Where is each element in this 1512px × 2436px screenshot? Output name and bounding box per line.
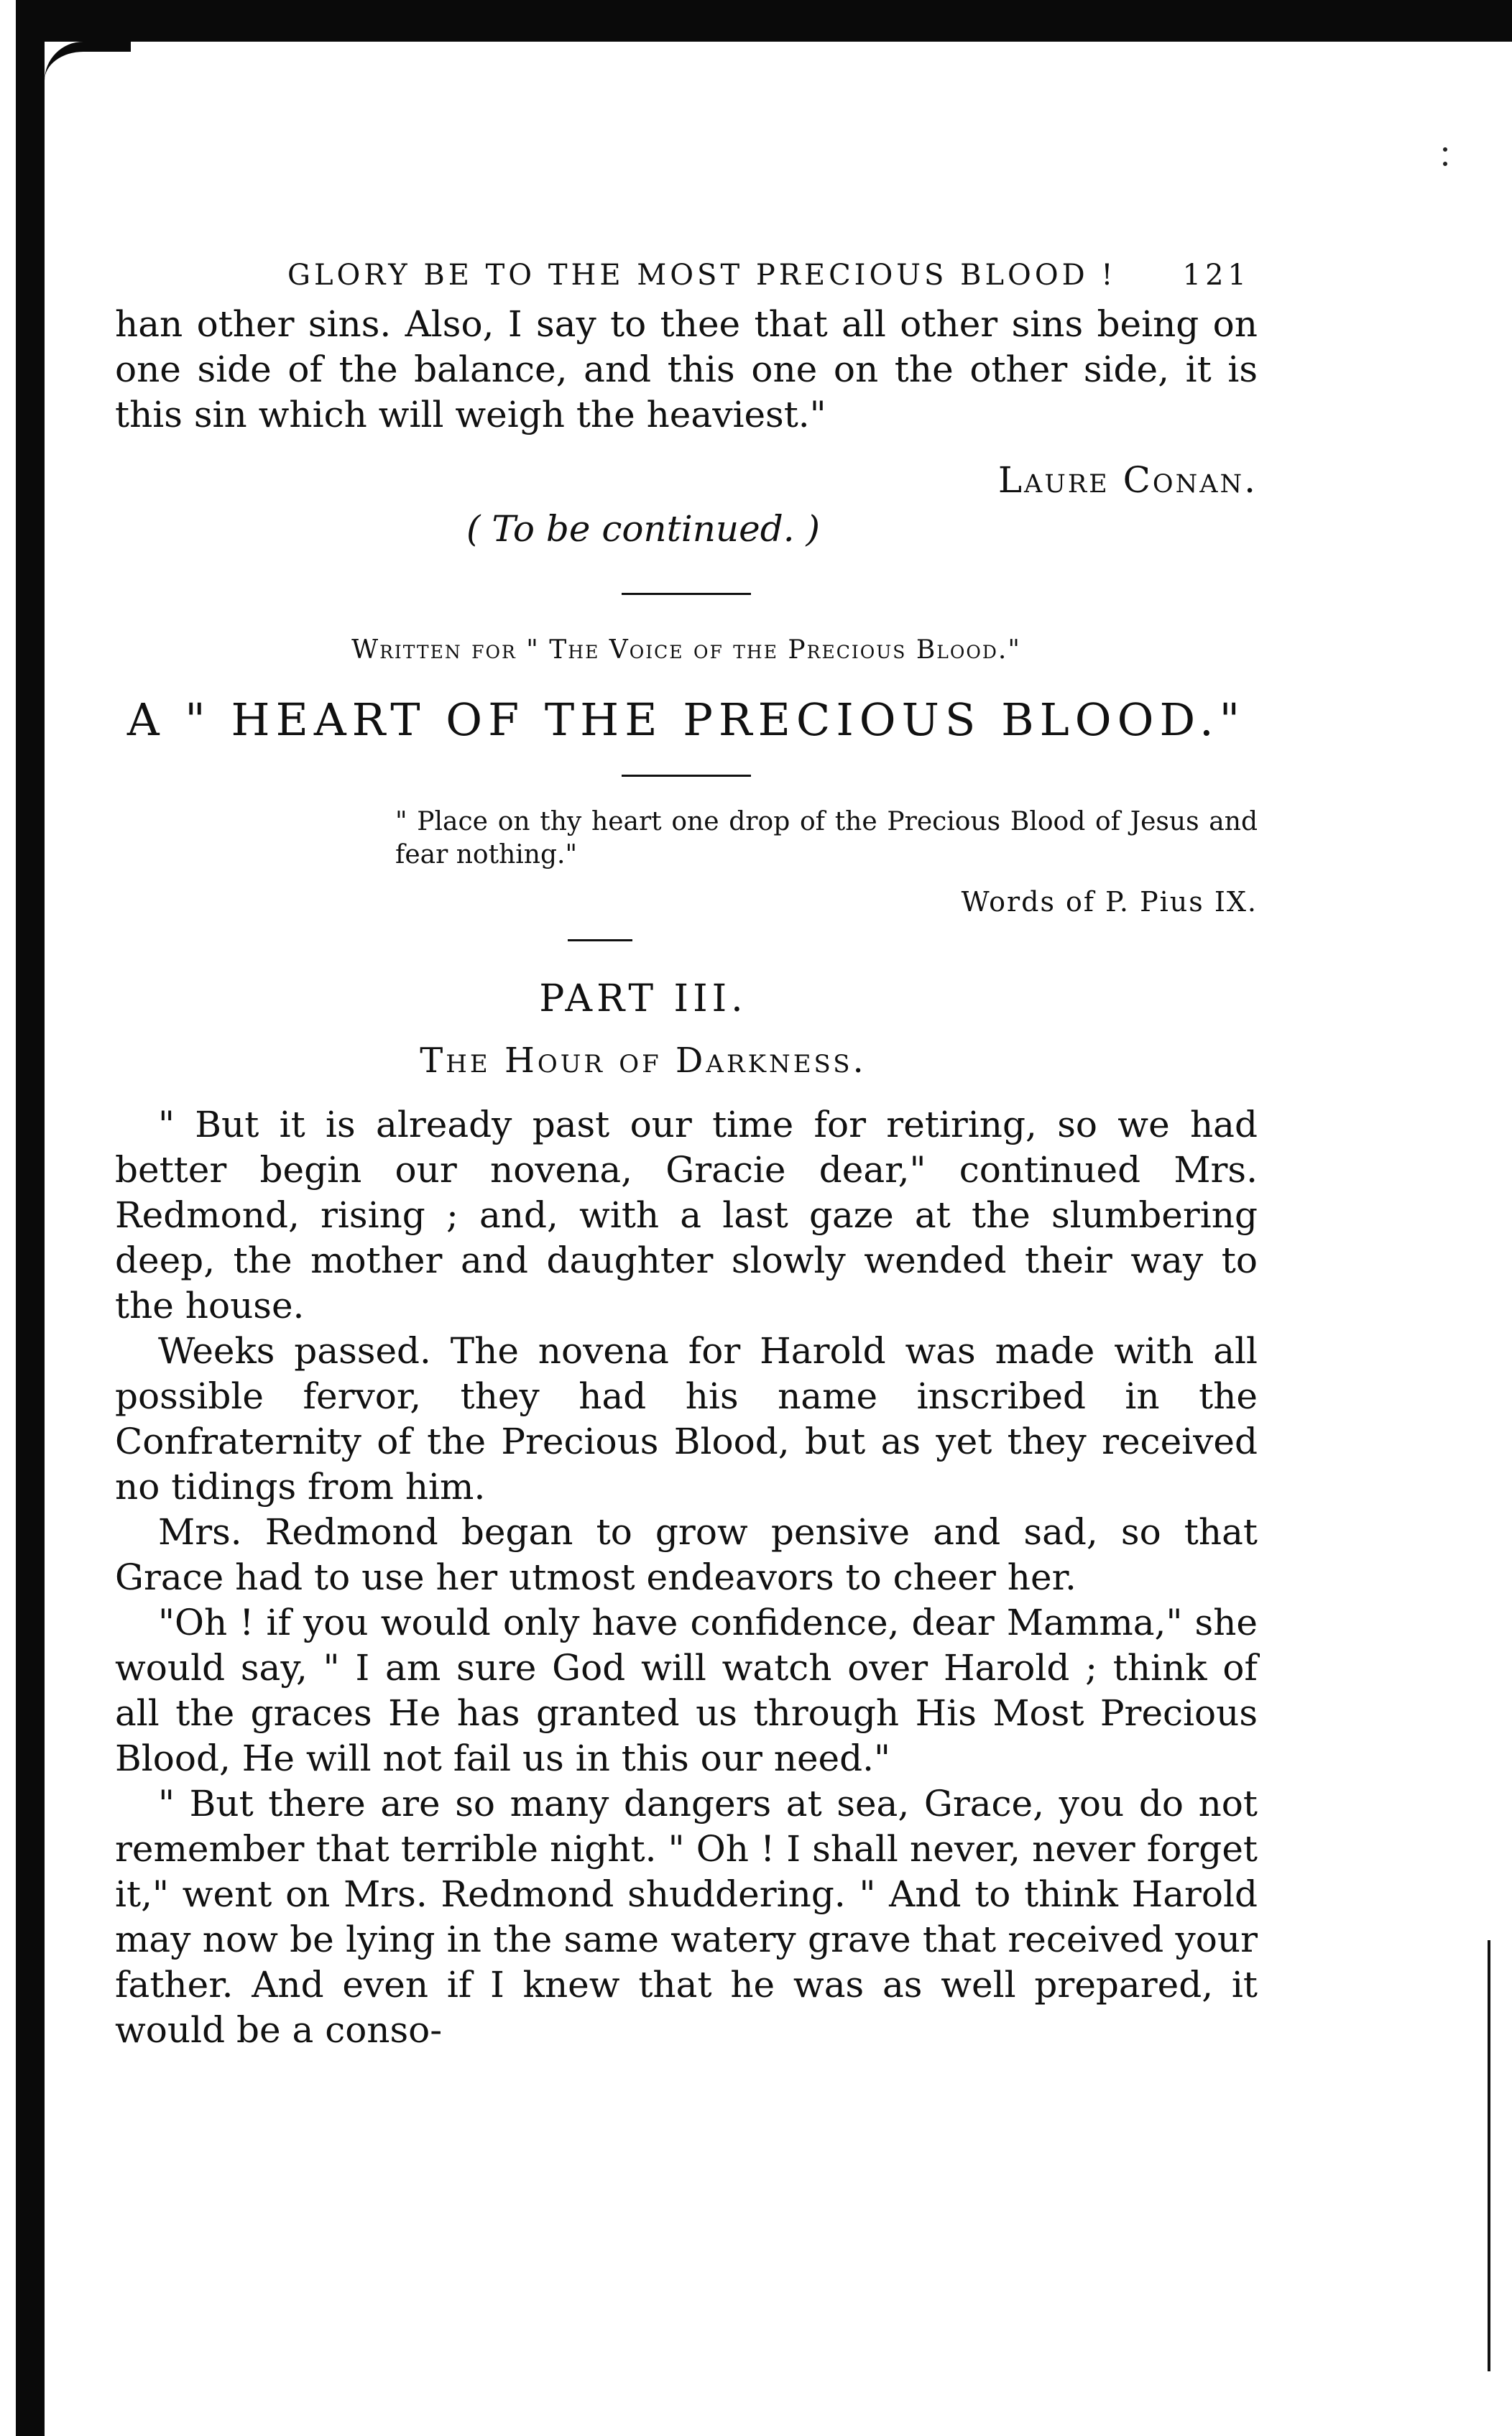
article-title: A " HEART OF THE PRECIOUS BLOOD." <box>126 693 1246 746</box>
body-paragraph: Mrs. Redmond began to grow pensive and sad, so that Grace had to use her utmost endeavors to cheer her. <box>115 1511 1258 1598</box>
body-paragraph: " But there are so many dangers at sea, Grace, you do not remember that terrible night. " Oh ! I shall never, never forget it," went on Mrs. Redmond shuddering. " And to think Harold may now be lying in the same watery grave that received your father. And even if I knew that he was as well prepared, it would be a conso- <box>115 1783 1258 2051</box>
scan-edge-mark <box>1488 1940 1490 2371</box>
section-rule <box>622 593 751 595</box>
body-paragraph: " But it is already past our time for retiring, so we had better begin our novena, Gracie dear," continued Mrs. Redmond, rising ; and, with a last gaze at the slumbering deep, the mother and daughter slowly wended their way to the house. <box>115 1104 1258 1327</box>
epigraph-text: " Place on thy heart one drop of the Precious Blood of Jesus and fear nothing." <box>395 807 1258 869</box>
book-page <box>115 252 1258 2053</box>
scan-border-top <box>16 0 1512 42</box>
body-paragraph: "Oh ! if you would only have confidence, dear Mamma," she would say, " I am sure God will watch over Harold ; think of all the graces He has granted us through His Most Precious Blood, He will not fail us in this our need." <box>115 1602 1258 1779</box>
page-number: 121 <box>1182 259 1250 292</box>
scan-border-left <box>16 0 45 2436</box>
margin-speck <box>1443 147 1447 152</box>
part-heading: PART III. <box>539 977 747 1020</box>
opening-paragraph: han other sins. Also, I say to thee that all other sins being on one side of the balance, and this one on the other side, it is this sin which will weigh the heaviest." <box>115 303 1258 435</box>
running-head-title: GLORY BE TO THE MOST PRECIOUS BLOOD ! <box>287 259 1117 292</box>
part-rule <box>568 939 632 941</box>
epigraph-source: Words of P. Pius IX. <box>961 886 1258 918</box>
author-signature: Laure Conan. <box>997 459 1258 501</box>
scan-border-corner <box>45 42 131 80</box>
title-rule <box>622 775 751 777</box>
running-head <box>115 252 1258 302</box>
to-be-continued: ( To be continued. ) <box>466 508 821 550</box>
written-for-line: Written for " The Voice of the Precious Blood." <box>351 635 1021 665</box>
chapter-title: The Hour of Darkness. <box>420 1041 867 1081</box>
margin-speck <box>1443 162 1447 166</box>
body-paragraph: Weeks passed. The novena for Harold was made with all possible fervor, they had his name inscribed in the Confraternity of the Precious Blood, but as yet they received no tidings from him. <box>115 1330 1258 1508</box>
